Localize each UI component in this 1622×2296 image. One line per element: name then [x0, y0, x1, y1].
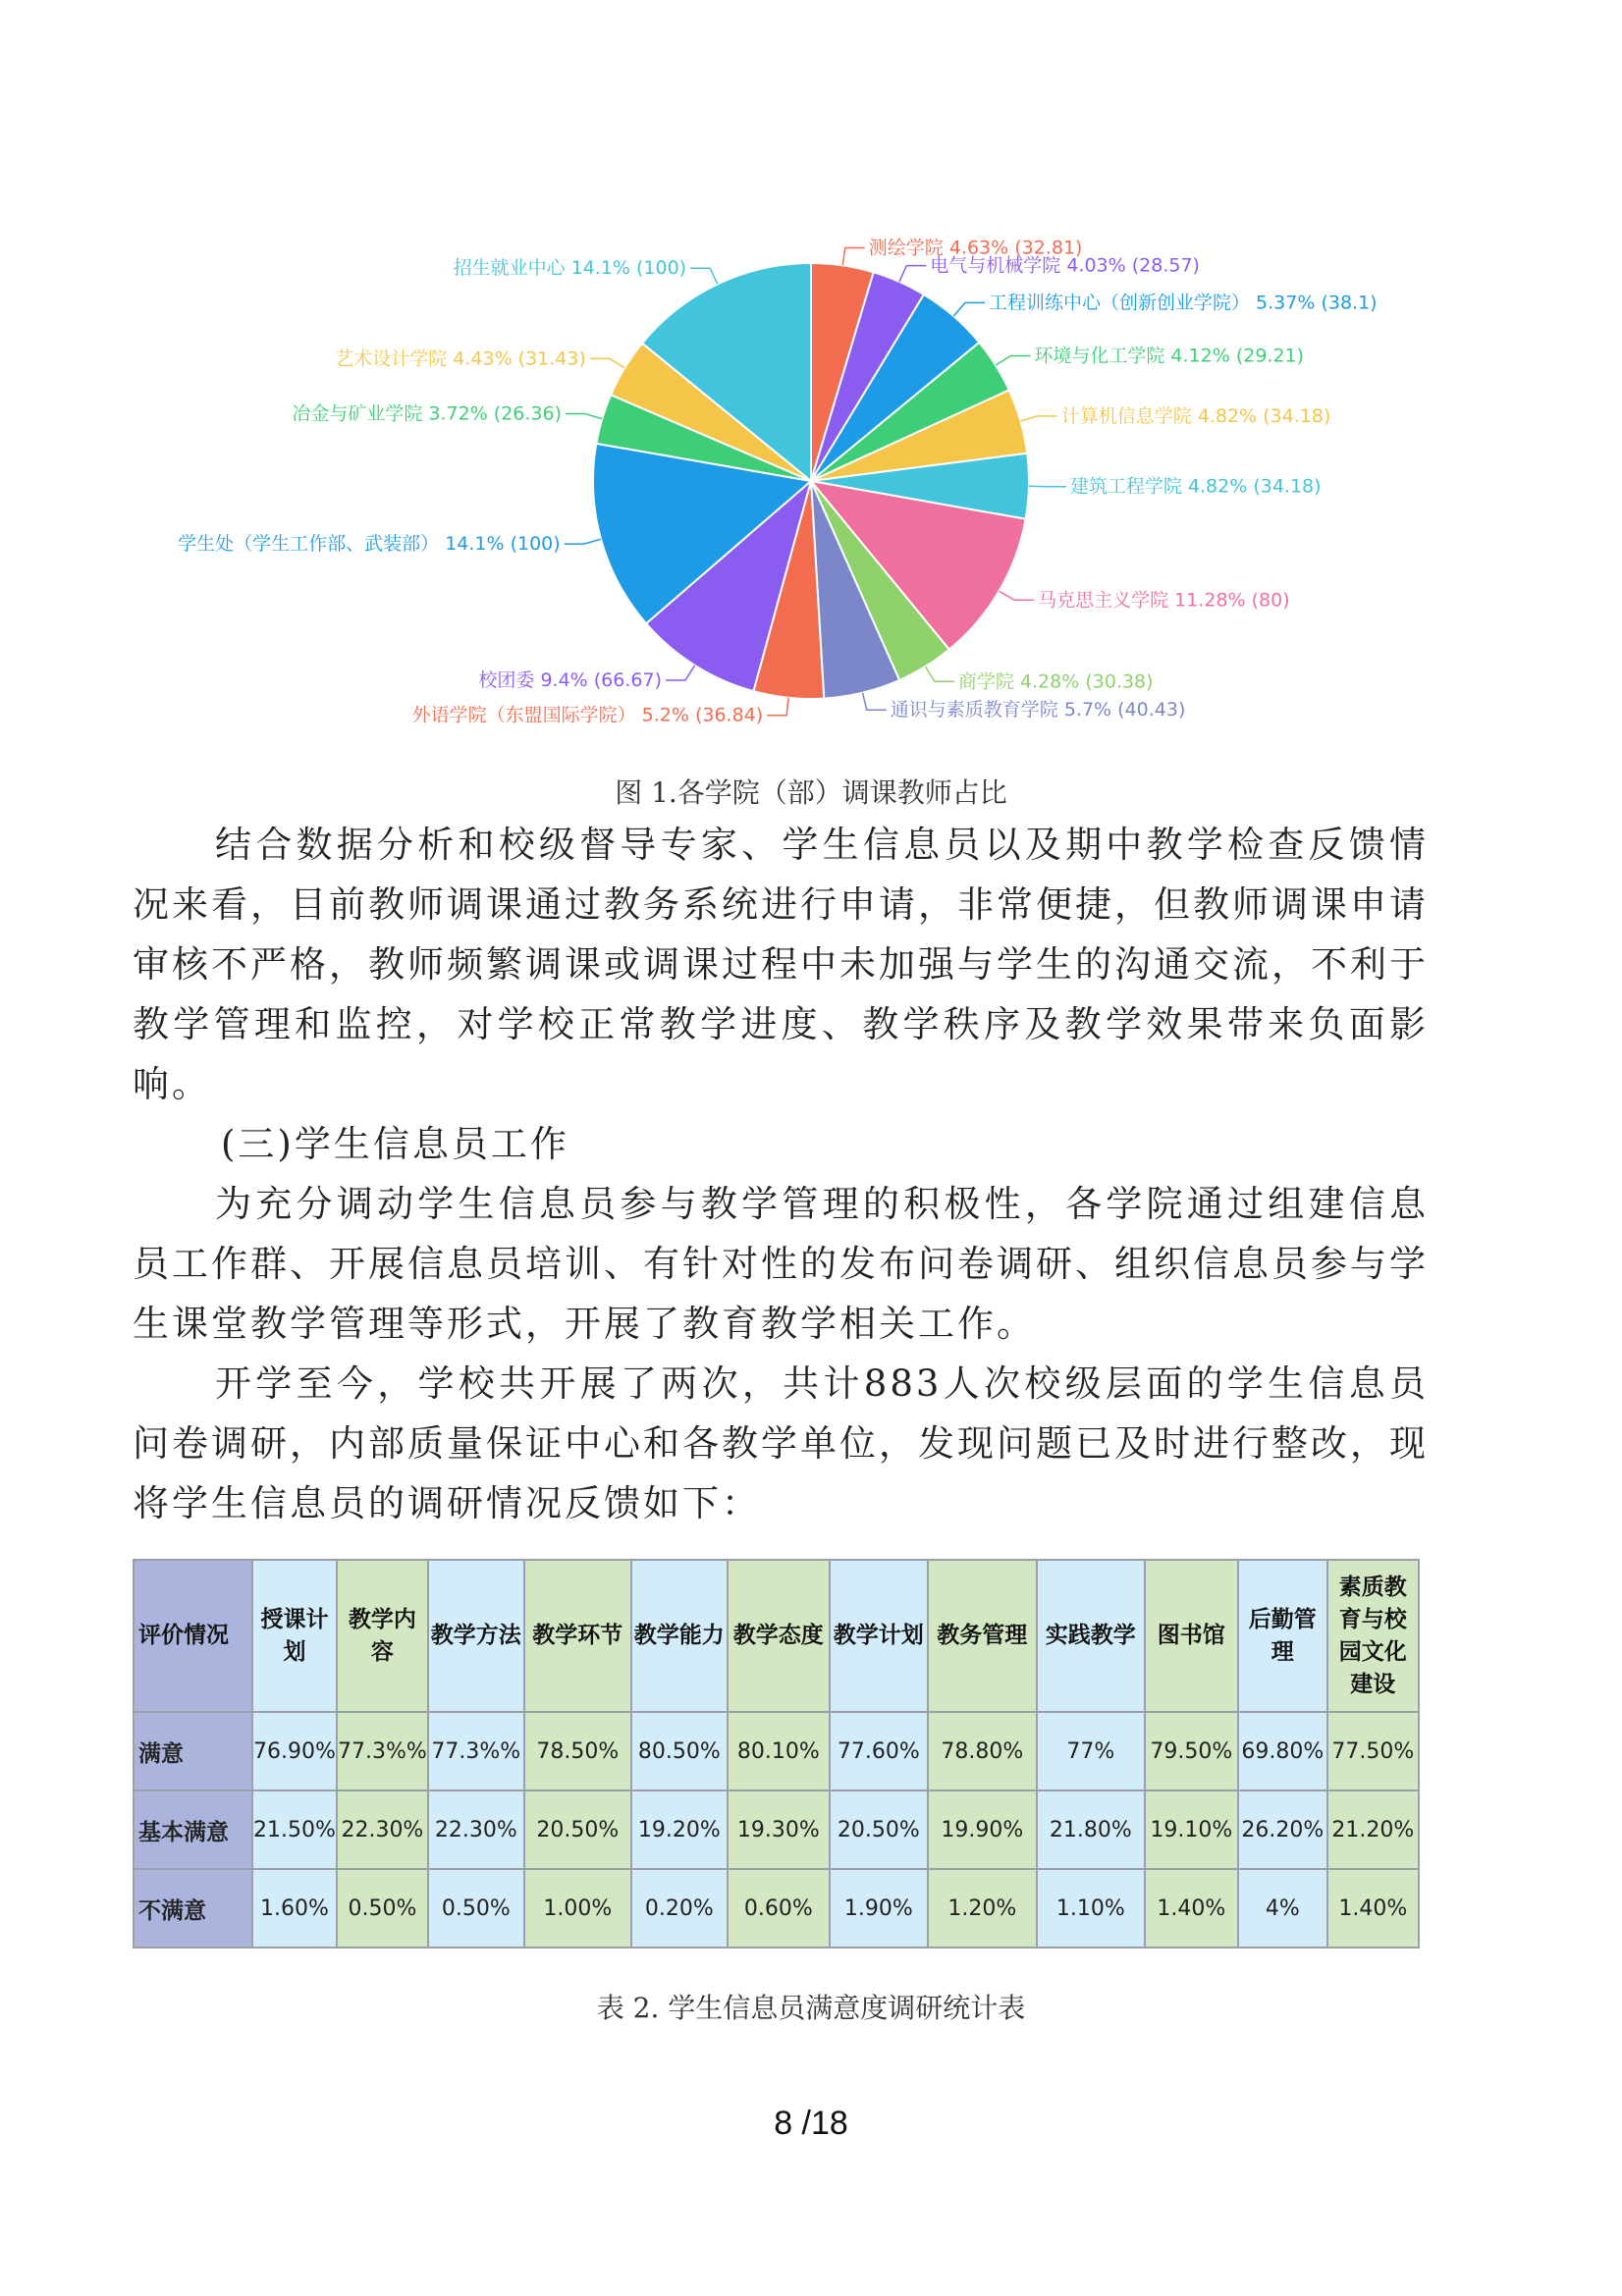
table-cell: 1.20%	[928, 1869, 1037, 1948]
row-label: 满意	[134, 1712, 252, 1790]
table-row	[134, 1869, 1419, 1948]
leader-line	[1000, 591, 1035, 600]
table-cell: 80.10%	[728, 1712, 830, 1790]
leader-line	[926, 667, 954, 681]
table-cell: 19.20%	[631, 1790, 728, 1869]
table-cell: 19.10%	[1145, 1790, 1238, 1869]
row-label: 不满意	[134, 1869, 252, 1948]
table-header: 授课计划	[252, 1560, 337, 1712]
table-cell: 76.90%	[252, 1712, 337, 1790]
table-cell: 77.50%	[1327, 1712, 1419, 1790]
slice-label: 工程训练中心（创新创业学院） 5.37% (38.1)	[989, 292, 1378, 314]
slice-label: 计算机信息学院 4.82% (34.18)	[1060, 404, 1331, 427]
table-cell: 0.60%	[728, 1869, 830, 1948]
table-header: 实践教学	[1037, 1560, 1145, 1712]
leader-line	[953, 302, 985, 316]
table-cell: 22.30%	[428, 1790, 524, 1869]
leader-line	[666, 666, 695, 680]
slice-label: 商学院 4.28% (30.38)	[957, 670, 1154, 693]
paragraph-3: 开学至今，学校共开展了两次，共计883人次校级层面的学生信息员问卷调研，内部质量保证中心和各教学单位，发现问题已及时进行整改，现将学生信息员的调研情况反馈如下：	[133, 1362, 1429, 1524]
table-cell: 22.30%	[337, 1790, 428, 1869]
row-label: 基本满意	[134, 1790, 252, 1869]
slice-label: 电气与机械学院 4.03% (28.57)	[930, 254, 1200, 277]
table-cell: 77.3%%	[428, 1712, 524, 1790]
table-header: 教学态度	[728, 1560, 830, 1712]
leader-line	[566, 414, 602, 419]
slice-label: 建筑工程学院 4.82% (34.18)	[1069, 475, 1322, 498]
table-cell: 0.50%	[337, 1869, 428, 1948]
leader-line	[842, 248, 865, 266]
table-row	[134, 1712, 1419, 1790]
table-cell: 26.20%	[1238, 1790, 1327, 1869]
slice-label: 学生处（学生工作部、武装部） 14.1% (100)	[178, 533, 561, 556]
slice-label: 招生就业中心 14.1% (100)	[453, 257, 687, 280]
table-cell: 1.40%	[1327, 1869, 1419, 1948]
table-cell: 0.50%	[428, 1869, 524, 1948]
table-header: 教学方法	[428, 1560, 524, 1712]
table-row	[134, 1790, 1419, 1869]
table-cell: 69.80%	[1238, 1712, 1327, 1790]
leader-line	[996, 356, 1030, 366]
paragraph-2: 为充分调动学生信息员参与教学管理的积极性，各学院通过组建信息员工作群、开展信息员培训、有针对性的发布问卷调研、组织信息员参与学生课堂教学管理等形式，开展了教育教学相关工作。	[133, 1183, 1429, 1345]
table-cell: 21.80%	[1037, 1790, 1145, 1869]
table-header: 教学能力	[631, 1560, 728, 1712]
table-header-row	[134, 1560, 1419, 1712]
table-header: 素质教育与校园文化建设	[1327, 1560, 1419, 1712]
leader-line	[767, 698, 788, 716]
table-header: 后勤管理	[1238, 1560, 1327, 1712]
table-cell: 20.50%	[830, 1790, 928, 1869]
leader-line	[863, 693, 887, 711]
table-cell: 77.3%%	[337, 1712, 428, 1790]
table-cell: 4%	[1238, 1869, 1327, 1948]
leader-line	[899, 266, 926, 283]
table-cell: 1.90%	[830, 1869, 928, 1948]
leader-line	[565, 539, 601, 544]
slice-label: 环境与化工学院 4.12% (29.21)	[1034, 345, 1305, 367]
table-cell: 77.60%	[830, 1712, 928, 1790]
table-cell: 1.60%	[252, 1869, 337, 1948]
table-cell: 21.50%	[252, 1790, 337, 1869]
table-header: 教务管理	[928, 1560, 1037, 1712]
table-header: 教学计划	[830, 1560, 928, 1712]
figure-caption: 图 1.各学院（部）调课教师占比	[615, 776, 1007, 809]
table-cell: 19.30%	[728, 1790, 830, 1869]
table-cell: 78.80%	[928, 1712, 1037, 1790]
table-caption: 表 2. 学生信息员满意度调研统计表	[596, 1992, 1026, 2024]
leader-line	[690, 268, 718, 284]
table-header: 图书馆	[1145, 1560, 1238, 1712]
table-corner: 评价情况	[134, 1560, 252, 1712]
slice-label: 测绘学院 4.63% (32.81)	[868, 237, 1083, 259]
slice-label: 校团委 9.4% (66.67)	[478, 669, 662, 691]
table-cell: 1.40%	[1145, 1869, 1238, 1948]
pie-chart	[0, 216, 1622, 766]
table-cell: 20.50%	[524, 1790, 631, 1869]
table-cell: 1.00%	[524, 1869, 631, 1948]
table-cell: 1.10%	[1037, 1869, 1145, 1948]
leader-line	[590, 358, 624, 367]
table-cell: 77%	[1037, 1712, 1145, 1790]
section-heading: (三)学生信息员工作	[221, 1123, 569, 1165]
table-cell: 0.20%	[631, 1869, 728, 1948]
slice-label: 艺术设计学院 4.43% (31.43)	[335, 347, 586, 370]
slice-label: 通识与素质教育学院 5.7% (40.43)	[890, 699, 1186, 721]
paragraph-1: 结合数据分析和校级督导专家、学生信息员以及期中教学检查反馈情况来看，目前教师调课通过教务系统进行申请，非常便捷，但教师调课申请审核不严格，教师频繁调课或调课过程中未加强与学生的沟通交流，不利于教学管理和监控，对学校正常教学进度、教学秩序及教学效果带来负面影响。	[133, 824, 1429, 1105]
slice-label: 外语学院（东盟国际学院） 5.2% (36.84)	[411, 704, 764, 726]
table-cell: 78.50%	[524, 1712, 631, 1790]
table-cell: 79.50%	[1145, 1712, 1238, 1790]
table-header: 教学环节	[524, 1560, 631, 1712]
table-cell: 80.50%	[631, 1712, 728, 1790]
table-cell: 21.20%	[1327, 1790, 1419, 1869]
page-number: 8 /18	[774, 2105, 848, 2142]
slice-label: 马克思主义学院 11.28% (80)	[1038, 589, 1290, 612]
table-cell: 19.90%	[928, 1790, 1037, 1869]
leader-line	[1020, 416, 1056, 421]
slice-label: 冶金与矿业学院 3.72% (26.36)	[292, 402, 562, 425]
table-header: 教学内容	[337, 1560, 428, 1712]
satisfaction-table	[133, 1559, 1420, 1949]
